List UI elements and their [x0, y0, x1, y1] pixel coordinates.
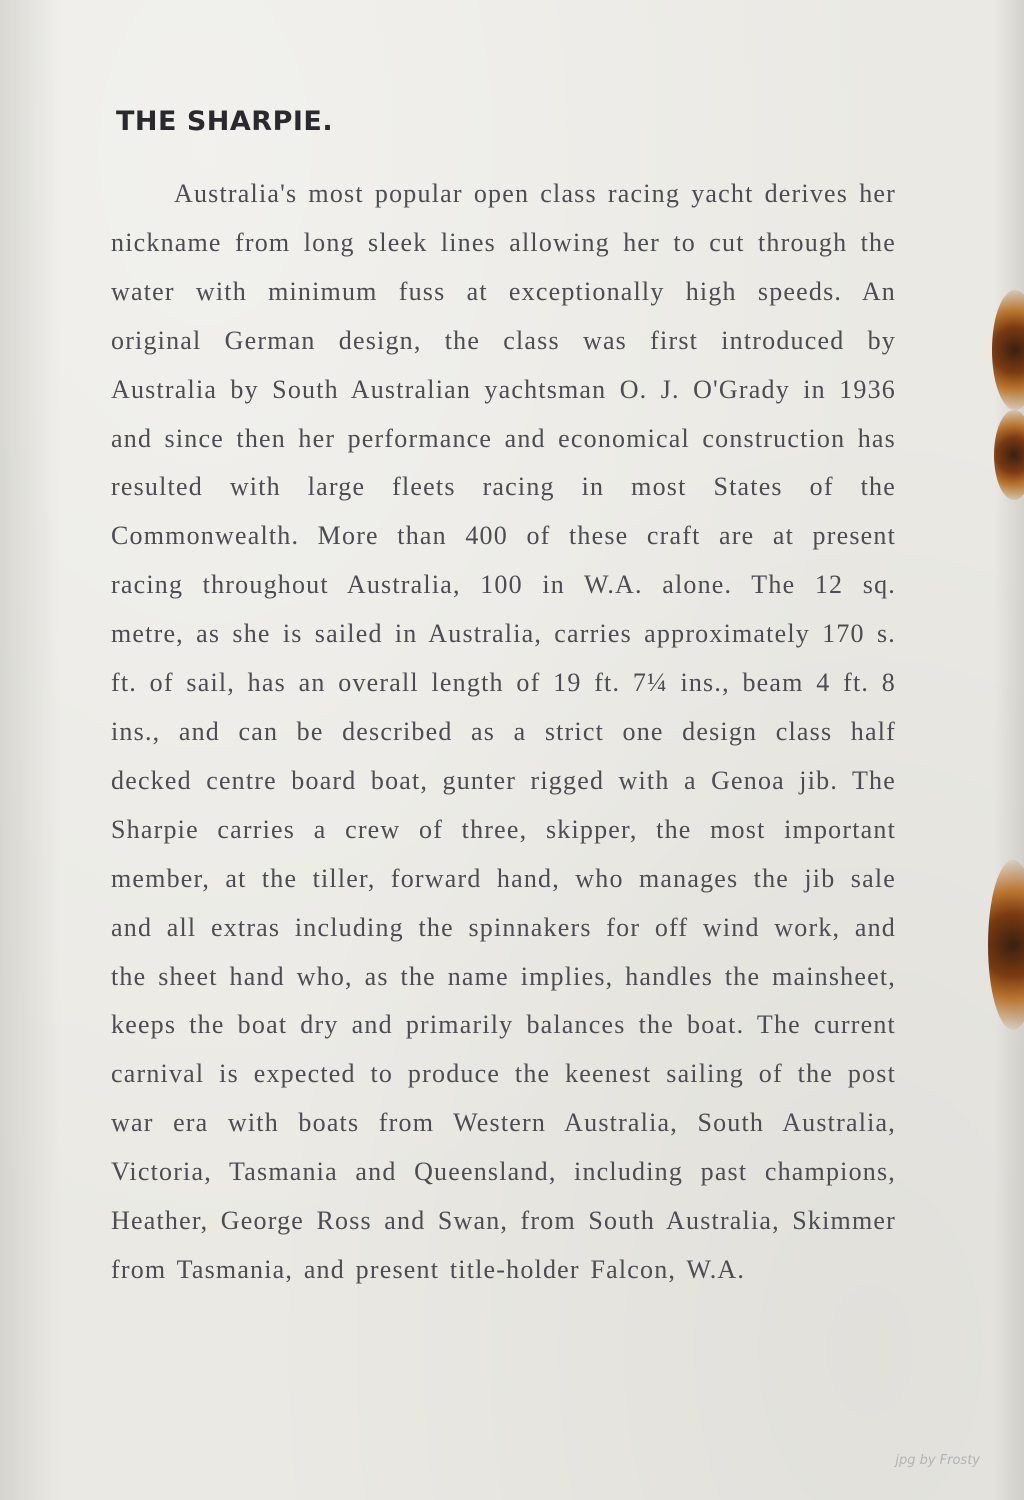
page-heading: THE SHARPIE. [116, 106, 334, 137]
body-paragraph: Australia's most popular open class racing yacht derives her nickname from long sleek lines allowing her to cut through the water with minimum fuss at exceptionally high speeds. An original German design, the class was first introduced by Australia by South Australian yachtsman O. J. O'Grady in 1936 and since then her performance and economical construction has resulted with large fleets racing in most States of the Commonwealth. More than 400 of these craft are at present racing throughout Australia, 100 in W.A. alone. The 12 sq. metre, as she is sailed in Australia, carries approximately 170 s. ft. of sail, has an overall length of 19 ft. 7¼ ins., beam 4 ft. 8 ins., and can be described as a strict one design class half decked centre board boat, gunter rigged with a Genoa jib. The Sharpie carries a crew of three, skipper, the most important member, at the tiller, forward hand, who manages the jib sale and all extras including the spinnakers for off wind work, and the sheet hand who, as the name implies, handles the mainsheet, keeps the boat dry and primarily balances the boat. The current carnival is expected to produce the keenest sailing of the post war era with boats from Western Australia, South Australia, Victoria, Tasmania and Queensland, including past champions, Heather, George Ross and Swan, from South Australia, Skimmer from Tasmania, and present title-holder Falcon, W.A. [111, 179, 896, 1284]
page-shadow [0, 0, 60, 1500]
watermark-text: jpg by Frosty [895, 1453, 980, 1468]
page-edge [994, 0, 1024, 1500]
